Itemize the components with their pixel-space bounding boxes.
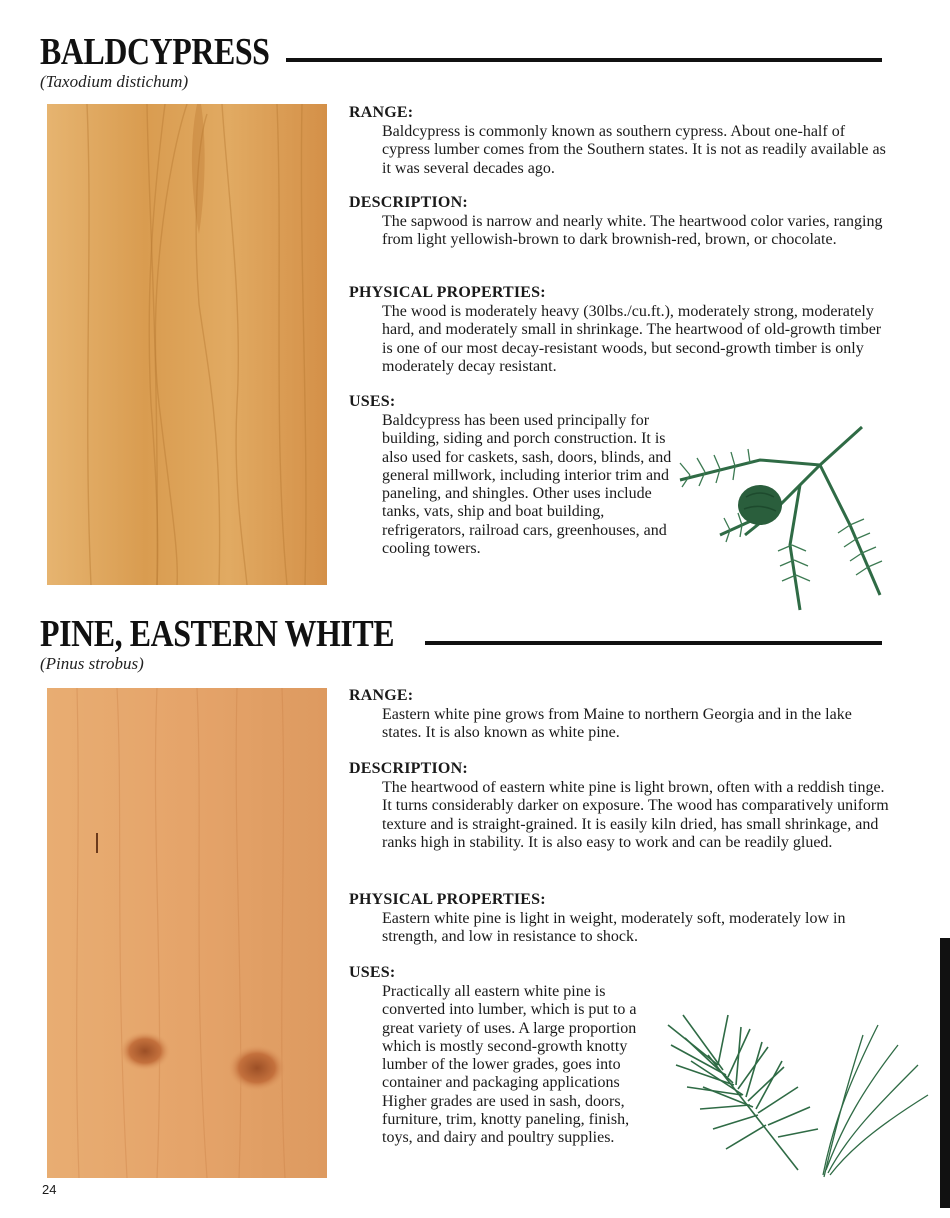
baldcypress-wood-sample	[47, 104, 327, 585]
physical-properties-heading: PHYSICAL PROPERTIES:	[349, 891, 546, 908]
uses-text: Baldcypress has been used principally for building, siding and porch construction. It is also used for caskets, sash, doors, blinds, and general millwork, including interior trim and paneling, and shingles. Other uses include tanks, vats, ship and boat building, refrigerators, railroad cars, greenhouses, and cooling towers.	[382, 412, 672, 558]
range-heading: RANGE:	[349, 104, 414, 121]
species-title-pine-eastern-white: PINE, EASTERN WHITE	[40, 613, 395, 655]
species-title-baldcypress: BALDCYPRESS	[40, 31, 270, 73]
description-text: The sapwood is narrow and nearly white. The heartwood color varies, ranging from light yellowish-brown to dark brownish-red, brown, or chocolate.	[382, 213, 883, 249]
description-heading: DESCRIPTION:	[349, 194, 468, 211]
physical-properties-text: Eastern white pine is light in weight, moderately soft, moderately low in strength, and low in resistance to shock.	[382, 910, 846, 946]
baldcypress-physical-section	[349, 284, 894, 376]
latin-name-baldcypress: (Taxodium distichum)	[40, 72, 189, 91]
baldcypress-range-section	[349, 104, 894, 178]
latin-name-pine-eastern-white: (Pinus strobus)	[40, 654, 144, 673]
pine-sprig-illustration	[648, 995, 938, 1190]
page-number: 24	[42, 1182, 57, 1197]
title-rule	[286, 58, 882, 62]
pine-physical-section	[349, 891, 894, 947]
physical-properties-heading: PHYSICAL PROPERTIES:	[349, 284, 546, 301]
range-heading: RANGE:	[349, 687, 414, 704]
description-heading: DESCRIPTION:	[349, 760, 468, 777]
physical-properties-text: The wood is moderately heavy (30lbs./cu.ft.), moderately strong, moderately hard, and moderately small in shrinkage. The heartwood of old-growth timber is one of our most decay-resistant woods, but second-growth timber is only moderately decay resistant.	[382, 303, 882, 375]
title-rule	[425, 641, 882, 645]
baldcypress-description-section	[349, 194, 894, 250]
range-text: Baldcypress is commonly known as southern cypress. About one-half of cypress lumber comes from the Southern states. It is not as readily available as it was several decades ago.	[382, 123, 886, 177]
page-edge-tab	[940, 938, 950, 1208]
uses-text: Practically all eastern white pine is converted into lumber, which is put to a great variety of uses. A large proportion which is mostly second-growth knotty lumber of the lower grades, goes into container and packaging applications Higher grades are used in sash, doors, furniture, trim, knotty paneling, finish, toys, and dairy and poultry supplies.	[382, 983, 637, 1147]
pine-eastern-white-wood-sample	[47, 688, 327, 1178]
uses-heading: USES:	[349, 393, 396, 410]
pine-range-section	[349, 687, 894, 743]
pine-description-section	[349, 760, 894, 852]
uses-heading: USES:	[349, 964, 396, 981]
range-text: Eastern white pine grows from Maine to northern Georgia and in the lake states. It is also known as white pine.	[382, 706, 852, 742]
baldcypress-sprig-illustration	[650, 425, 920, 620]
description-text: The heartwood of eastern white pine is light brown, often with a reddish tinge. It turns considerably darker on exposure. The wood has comparatively uniform texture and is straight-grained. It is easily kiln dried, has small shrinkage, and ranks high in stability. It is also easy to work and can be readily glued.	[382, 779, 889, 851]
